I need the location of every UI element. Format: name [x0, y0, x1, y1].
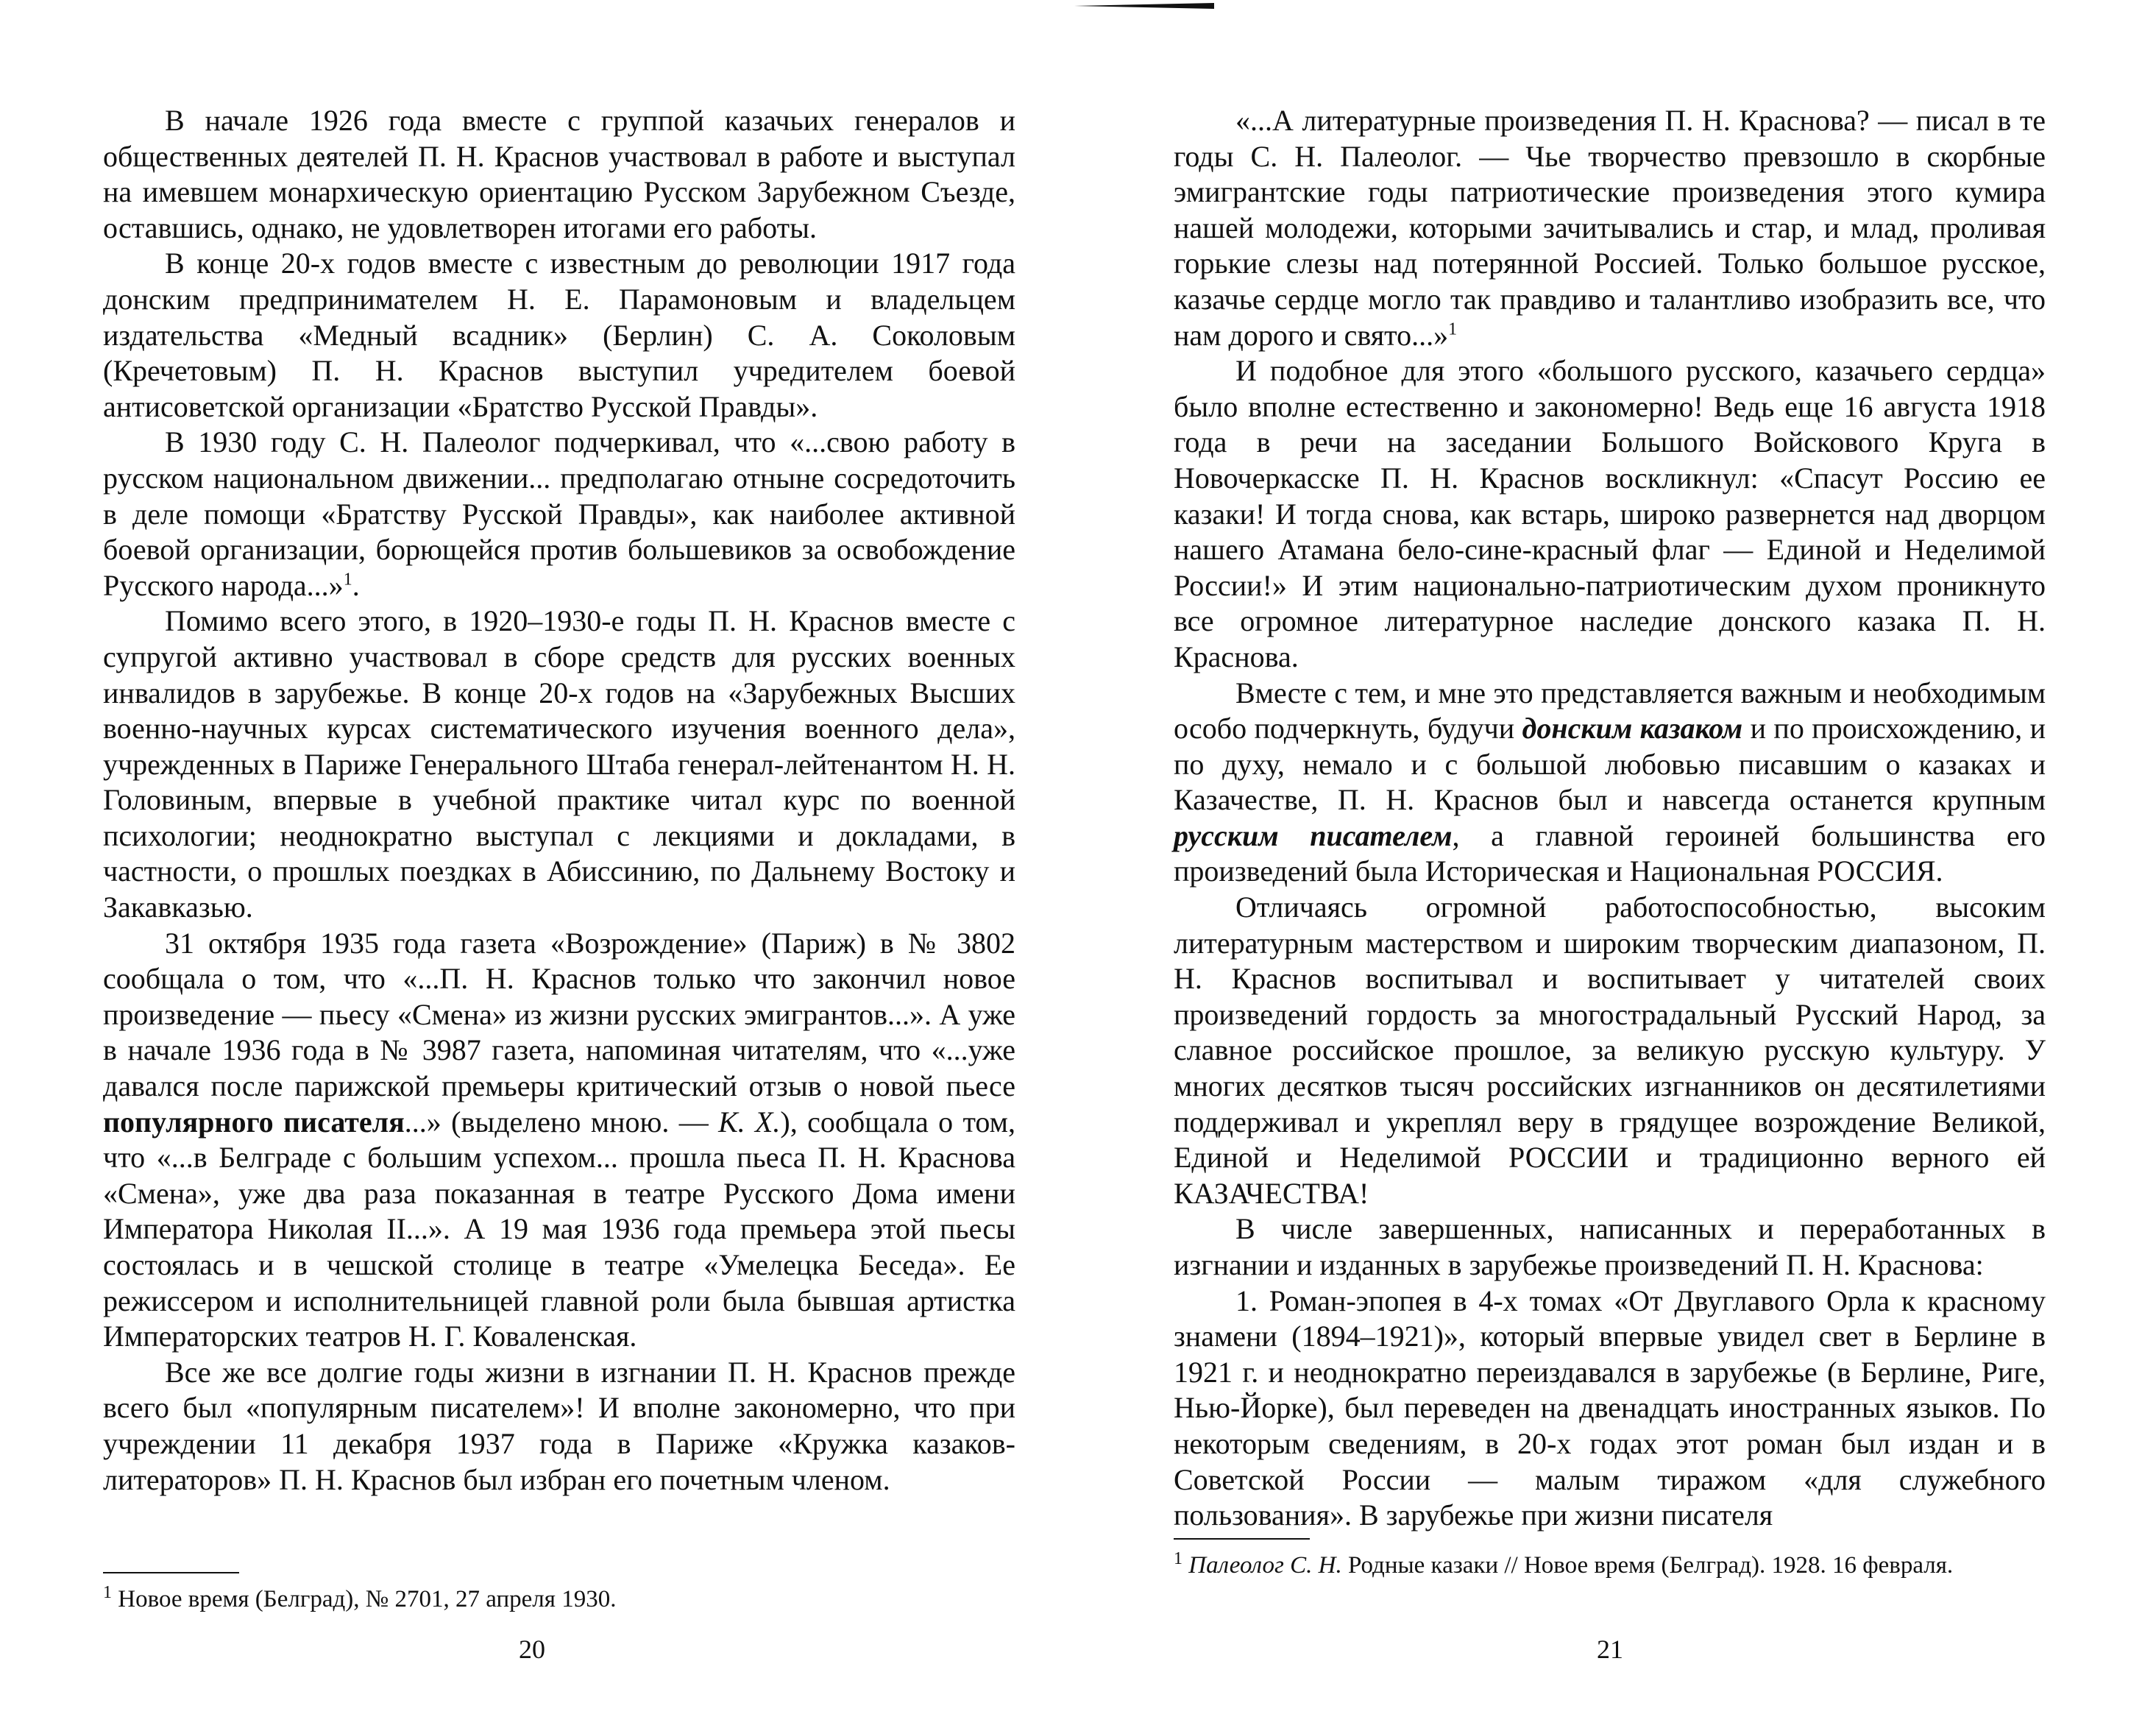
right-paragraph-5: В числе завершенных, написанных и переработанных в изгнании и изданных в зарубежье произведений П. Н. Краснова:: [1174, 1212, 2046, 1281]
footnote-ref: 1: [1448, 319, 1458, 339]
footnote-mark: 1: [103, 1583, 112, 1602]
left-paragraph-3-text: В 1930 году С. Н. Палеолог подчеркивал, что «...свою работу в русском национальном движении... предполагаю отныне сосредоточить в деле помощи «Братству Русской Правды», как наиболее активной боевой организации, борющейся против большевиков за освобождение Русского народа...»: [103, 425, 1015, 602]
footnote-ref: 1: [343, 570, 352, 589]
left-p5-italic: К. Х.: [718, 1105, 781, 1139]
left-footnote-rule: [103, 1572, 239, 1573]
footnote-mark: 1: [1174, 1549, 1182, 1568]
right-page: [1174, 103, 2046, 1534]
left-p5-text-b: ...» (выделено мною. —: [404, 1105, 719, 1139]
right-footnote: [1174, 1550, 2046, 1582]
left-paragraph-1: В начале 1926 года вместе с группой казачьих генералов и общественных деятелей П. Н. Краснов участвовал в работе и выступал на имевшем монархическую ориентацию Русском Зарубежном Съезде, оставшись, однако, не удовлетворен итогами его работы.: [103, 104, 1015, 244]
right-footnote-author: Палеолог С. Н.: [1188, 1552, 1342, 1579]
right-page-number: 21: [1597, 1635, 1623, 1664]
left-footnote-text: Новое время (Белград), № 2701, 27 апреля 1930.: [118, 1586, 617, 1612]
right-paragraph-2: И подобное для этого «большого русского, казачьего сердца» было вполне естественно и закономерно! Ведь еще 16 августа 1918 года в речи на заседании Большого Войскового Круга в Новочеркасске П. Н. Краснов воскликнул: «Спасут Россию ее казаки! И тогда снова, как встарь, широко развернется над дворцом нашего Атамана бело-сине-красный флаг — Единой и Неделимой России!» И этим национально-патриотическим духом проникнуто все огромное литературное наследие донского казака П. Н. Краснова.: [1174, 354, 2046, 673]
left-paragraph-2: В конце 20-х годов вместе с известным до революции 1917 года донским предпринимателем Н. Е. Парамоновым и владельцем издательства «Медный всадник» (Берлин) С. А. Соколовым (Кречетовым) П. Н. Краснов выступил учредителем боевой антисоветской организации «Братство Русской Правды».: [103, 247, 1015, 423]
right-p1-text: «...А литературные произведения П. Н. Краснова? — писал в те годы С. Н. Палеолог. — Чье творчество превзошло в скорбные эмигрантские годы патриотические произведения этого кумира нашей молодежи, которыми зачитывались и стар, и млад, проливая горькие слезы над потерянной Россией. Только большое русское, казачье сердце могло так правдиво и талантливо изобразить все, что нам дорого и свято...»: [1174, 104, 2046, 352]
right-p3-emphasis-2: русским писателем: [1174, 818, 1453, 852]
left-paragraph-5: [103, 926, 1015, 1355]
left-p5-text-c: ), сообщала о том, что «...в Белграде с большим успехом... прошла пьеса П. Н. Краснова «Смена», уже два раза показанная в театре Русского Дома имени Императора Николая II...». А 19 мая 1936 года премьера этой пьесы состоялась и в чешской столице в театре «Умелецка Беседа». Ее режиссером и исполнительницей главной роли была бывшая артистка Императорских театров Н. Г. Коваленская.: [103, 1105, 1015, 1353]
left-p5-text-a: 31 октября 1935 года газета «Возрождение» (Париж) в № 3802 сообщала о том, что «...П. Н. Краснов только что закончил новое произведение — пьесу «Смена» из жизни русских эмигрантов...». А уже в начале 1936 года в № 3987 газета, напоминая читателям, что «...уже давался после парижской премьеры критический отзыв о новой пьесе: [103, 926, 1015, 1103]
left-page: [103, 103, 1015, 1498]
right-p3-text-b: и по происхождению, и по духу, немало и с большой любовью писавшим о казаках и Казачестве, П. Н. Краснов был и навсегда останется крупным: [1174, 712, 2046, 817]
right-p3-text-c: , а главной героиней большинства его произведений была Историческая и Национальная РОССИЯ.: [1174, 818, 2046, 888]
right-p3-text-a: Вместе с тем, и мне это представляется важным и необходимым особо подчеркнуть, будучи: [1174, 676, 2046, 746]
top-edge-mark: [1074, 1, 1214, 10]
left-footnote: [103, 1584, 1015, 1615]
left-paragraph-6: Все же все долгие годы жизни в изгнании П. Н. Краснов прежде всего был «популярным писателем»! И вполне закономерно, что при учреждении 11 декабря 1937 года в Париже «Кружка казаков-литераторов» П. Н. Краснов был избран его почетным членом.: [103, 1355, 1015, 1496]
left-paragraph-3: В 1930 году С. Н. Палеолог подчеркивал, что «...свою работу в русском национальном движении... предполагаю отныне сосредоточить в деле помощи «Братству Русской Правды», как наиболее активной боевой организации, борющейся против большевиков за освобождение Русского народа...»$^1$.: [103, 425, 1015, 602]
right-footnote-text: Родные казаки // Новое время (Белград). 1928. 16 февраля.: [1341, 1552, 1954, 1579]
left-page-number: 20: [519, 1635, 545, 1664]
left-paragraph-4: Помимо всего этого, в 1920–1930-е годы П. Н. Краснов вместе с супругой активно участвовал в сборе средств для русских военных инвалидов в зарубежье. В конце 20-х годов на «Зарубежных Высших военно-научных курсах систематического изучения военного дела», учрежденных в Париже Генерального Штаба генерал-лейтенантом Н. Н. Головиным, впервые в учебной практике читал курс по военной психологии; неоднократно выступал с лекциями и докладами, в частности, о прошлых поездках в Абиссинию, по Дальнему Востоку и Закавказью.: [103, 604, 1015, 924]
right-paragraph-1: [1174, 103, 2046, 353]
right-paragraph-6: 1. Роман-эпопея в 4-х томах «От Двуглавого Орла к красному знамени (1894–1921)», который впервые увидел свет в Берлине в 1921 г. и неоднократно переиздавался в зарубежье (в Берлине, Риге, Нью-Йорке), был переведен на двенадцать иностранных языков. По некоторым сведениям, в 20-х годах этот роман был издан и в Советской России — малым тиражом «для служебного пользования». В зарубежье при жизни писателя: [1174, 1283, 2046, 1532]
right-paragraph-4: Отличаясь огромной работоспособностью, высоким литературным мастерством и широким творческим диапазоном, П. Н. Краснов воспитывал и воспитывает у читателей своих произведений гордость за многострадальный Русский Народ, за славное российское прошлое, за великую русскую культуру. У многих десятков тысяч российских изгнанников он десятилетиями поддерживал и укреплял веру в грядущее возрождение Великой, Единой и Неделимой РОССИИ и традиционно верного ей КАЗАЧЕСТВА!: [1174, 890, 2046, 1210]
right-paragraph-3: [1174, 676, 2046, 890]
right-footnote-rule: [1174, 1538, 1310, 1540]
left-p5-bold: популярного писателя: [103, 1105, 405, 1139]
right-p3-emphasis-1: донским казаком: [1522, 712, 1743, 746]
